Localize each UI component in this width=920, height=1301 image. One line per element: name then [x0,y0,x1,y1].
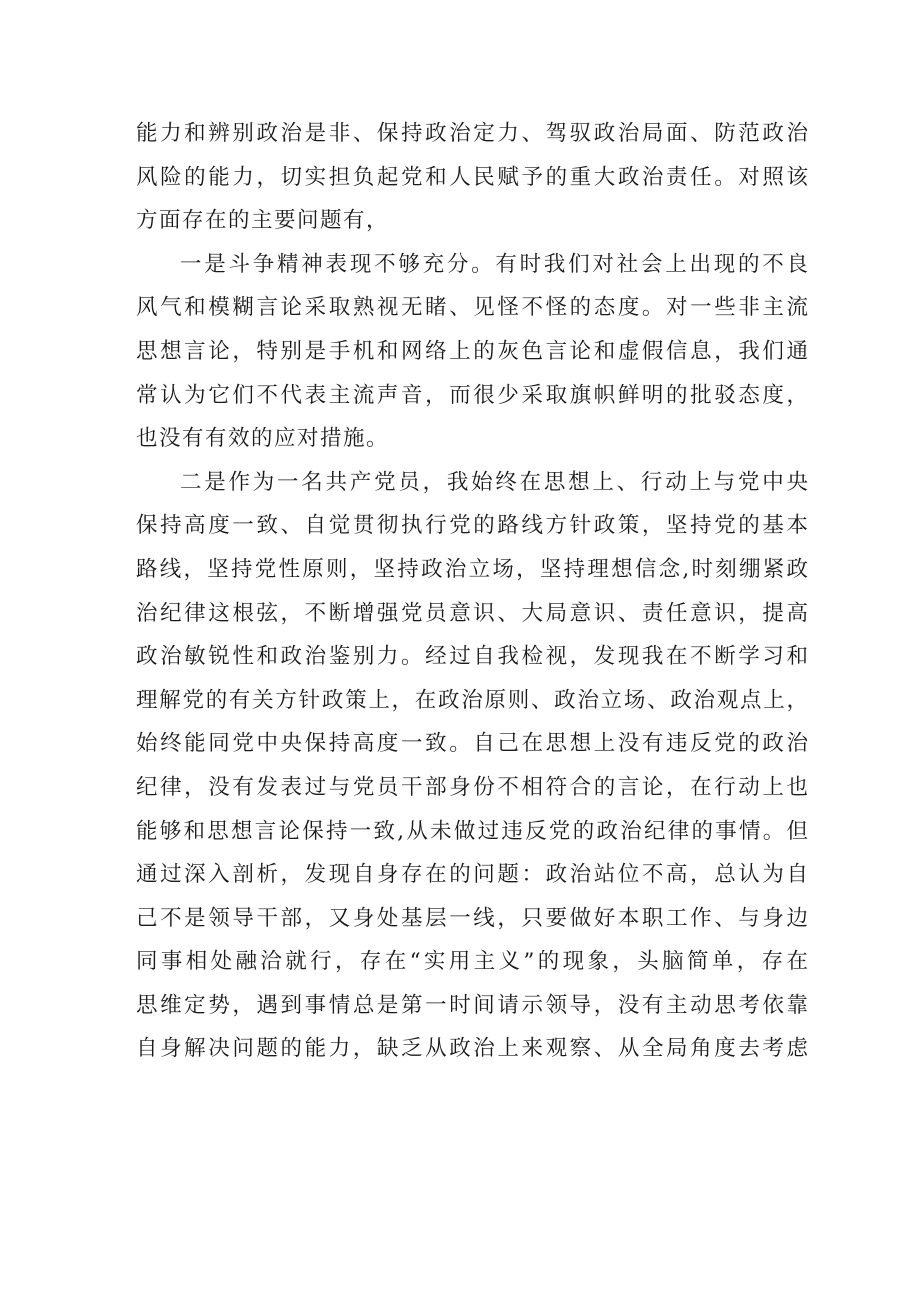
text-line: 也没有有效的应对措施。 [136,426,390,452]
paragraph-first-line: 二是作为一名共产党员，我始终在思想上、行动上与党中央 [180,469,808,495]
text-line: 方面存在的主要问题有， [136,208,390,234]
text-line: 纪律，没有发表过与党员干部身份不相符合的言论，在行动上也 [136,774,808,800]
text-line: 路线，坚持党性原则，坚持政治立场，坚持理想信念,时刻绷紧政 [136,556,808,582]
document-body [136,112,808,1071]
text-line: 自身解决问题的能力，缺乏从政治上来观察、从全局角度去考虑 [136,1036,808,1062]
text-line: 风气和模糊言论采取熟视无睹、见怪不怪的态度。对一些非主流 [136,295,808,321]
text-line: 思维定势，遇到事情总是第一时间请示领导，没有主动思考依靠 [136,992,808,1018]
text-line: 理解党的有关方针政策上，在政治原则、政治立场、政治观点上， [136,687,808,713]
text-line: 能够和思想言论保持一致,从未做过违反党的政治纪律的事情。但 [136,818,808,844]
text-line: 常认为它们不代表主流声音，而很少采取旗帜鲜明的批驳态度， [136,382,808,408]
text-line: 风险的能力，切实担负起党和人民赋予的重大政治责任。对照该 [136,164,808,190]
text-line: 通过深入剖析，发现自身存在的问题：政治站位不高，总认为自 [136,862,808,888]
text-line: 保持高度一致、自觉贯彻执行党的路线方针政策，坚持党的基本 [136,513,808,539]
text-line: 政治敏锐性和政治鉴别力。经过自我检视，发现我在不断学习和 [136,644,808,670]
text-line: 己不是领导干部，又身处基层一线，只要做好本职工作、与身边 [136,905,808,931]
text-line: 同事相处融洽就行，存在“实用主义”的现象，头脑简单，存在 [136,949,808,975]
text-line: 能力和辨别政治是非、保持政治定力、驾驭政治局面、防范政治 [136,121,808,146]
text-line: 治纪律这根弦，不断增强党员意识、大局意识、责任意识，提高 [136,600,808,626]
paragraph-first-line: 一是斗争精神表现不够充分。有时我们对社会上出现的不良 [180,251,808,277]
text-line: 思想言论，特别是手机和网络上的灰色言论和虚假信息，我们通 [136,338,808,364]
text-line: 始终能同党中央保持高度一致。自己在思想上没有违反党的政治 [136,731,808,757]
